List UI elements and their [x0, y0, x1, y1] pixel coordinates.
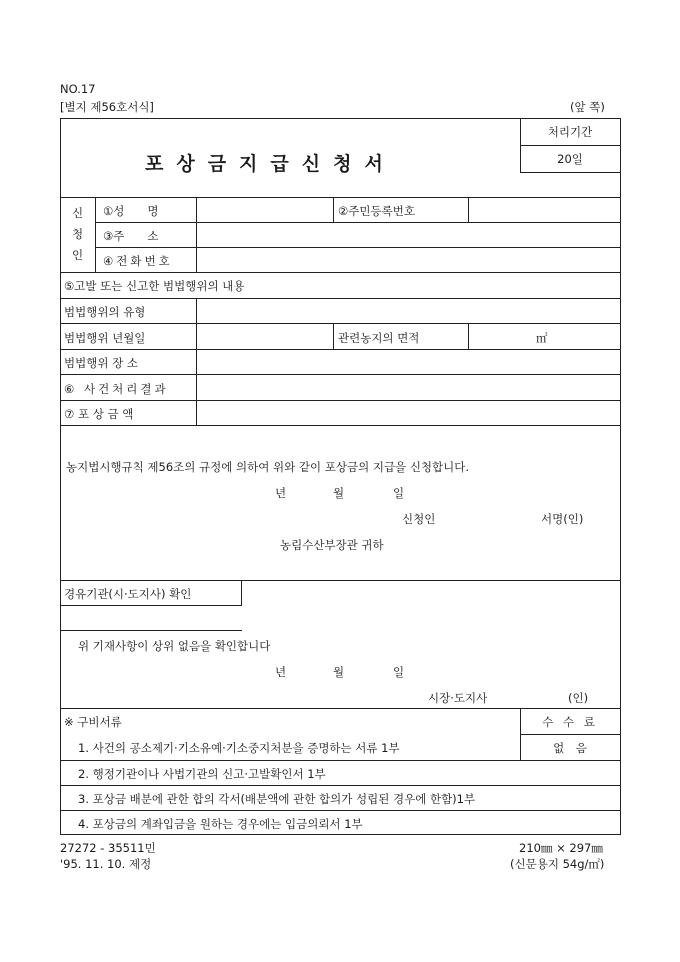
address-label: ③주 소 [103, 229, 159, 243]
violation-place-label: 범법행위 장 소 [64, 356, 138, 370]
violation-date-label: 범법행위 년월일 [64, 331, 146, 345]
applicant-group-label-2: 청 [72, 227, 84, 241]
confirmation-text: 위 기재사항이 상위 없음을 확인합니다 [78, 639, 271, 653]
document-item: 1. 사건의 공소제기·기소유예·기소중지처분을 증명하는 서류 1부 [78, 741, 400, 755]
applicant-group-label-3: 인 [72, 248, 84, 262]
reward-amount-label: ⑦ 포 상 금 액 [64, 407, 134, 421]
signature-seal: 서명(인) [541, 512, 584, 526]
phone-field[interactable] [197, 248, 620, 271]
page-side: (앞 쪽) [570, 100, 605, 114]
declaration-text: 농지법시행규칙 제56조의 규정에 의하여 위와 같이 포상금의 지급을 신청합니다. [66, 460, 470, 474]
fee-label: 수 수 료 [542, 715, 598, 729]
applicant-signer-label: 신청인 [402, 512, 436, 526]
declaration-year: 년 [275, 486, 287, 500]
violation-type-label: 범법행위의 유형 [64, 305, 146, 319]
document-item: 2. 행정기관이나 사법기관의 신고·고발확인서 1부 [78, 767, 326, 781]
processing-period-label: 처리기간 [547, 125, 593, 139]
violation-type-field[interactable] [197, 299, 620, 322]
confirmation-day: 일 [393, 665, 405, 679]
name-label: ①성 명 [103, 204, 159, 218]
name-field[interactable] [197, 198, 333, 221]
footer-enacted: '95. 11. 10. 제정 [60, 857, 152, 871]
document-item: 4. 포상금의 계좌입금을 원하는 경우에는 입금의뢰서 1부 [78, 817, 363, 831]
reward-amount-field[interactable] [197, 401, 620, 424]
case-result-field[interactable] [197, 375, 620, 399]
applicant-group-label-1: 신 [72, 206, 84, 220]
confirmation-year: 년 [275, 665, 287, 679]
declaration-month: 월 [333, 486, 345, 500]
resident-number-label: ②주민등록번호 [338, 204, 415, 218]
fee-value: 없 음 [553, 741, 587, 755]
recipient: 농림수산부장관 귀하 [280, 538, 384, 552]
farmland-area-label: 관련농지의 면적 [338, 331, 420, 345]
footer-paper-type: (신문용지 54g/㎡) [510, 857, 605, 871]
document-item: 3. 포상금 배분에 관한 합의 각서(배분액에 관한 합의가 성립된 경우에 한함)1부 [78, 792, 476, 806]
confirmation-month: 월 [333, 665, 345, 679]
case-result-label: ⑥ 사건처리결과 [64, 382, 169, 396]
declaration-day: 일 [393, 486, 405, 500]
violation-date-field[interactable] [197, 324, 333, 348]
footer-paper-size: 210㎜ × 297㎜ [519, 841, 603, 855]
resident-number-field[interactable] [469, 198, 620, 221]
phone-label: ④전화번호 [103, 254, 173, 268]
confirmation-seal: (인) [568, 691, 589, 705]
form-number: NO.17 [60, 82, 96, 96]
violation-place-field[interactable] [197, 350, 620, 373]
violation-section-label: ⑤고발 또는 신고한 범법행위의 내용 [64, 279, 245, 293]
processing-period-value: 20일 [557, 152, 583, 166]
address-field[interactable] [197, 223, 620, 246]
confirmation-label: 경유기관(시·도지사) 확인 [64, 587, 192, 601]
confirmation-signer: 시장·도지사 [428, 691, 488, 705]
required-documents-header: ※ 구비서류 [64, 715, 122, 729]
footer-code: 27272 - 35511민 [60, 841, 156, 855]
form-title: 포상금지급신청서 [145, 153, 396, 175]
area-unit: ㎡ [536, 331, 548, 345]
form-reference: [별지 제56호서식] [60, 100, 154, 114]
